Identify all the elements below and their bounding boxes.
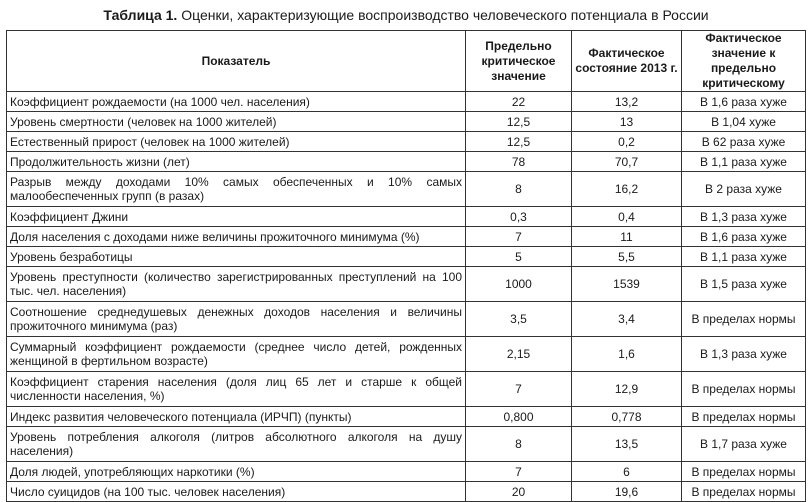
cell-ratio: В 1,04 хуже	[682, 112, 806, 132]
cell-indicator: Число суицидов (на 100 тыс. человек населения)	[7, 482, 466, 502]
cell-ratio: В 1,6 раза хуже	[682, 227, 806, 247]
table-row	[7, 337, 806, 372]
cell-critical: 7	[466, 462, 572, 482]
cell-indicator: Уровень смертности (человек на 1000 жителей)	[7, 112, 466, 132]
cell-ratio: В 1,7 раза хуже	[682, 427, 806, 462]
cell-indicator: Суммарный коэффициент рождаемости (среднее число детей, рожденных женщиной в фертильном возрасте)	[7, 337, 466, 372]
cell-actual: 13,5	[572, 427, 682, 462]
cell-ratio: В пределах нормы	[682, 482, 806, 502]
header-ratio: Фактическое значение к предельно критическому	[682, 31, 806, 92]
cell-indicator: Доля населения с доходами ниже величины прожиточного минимума (%)	[7, 227, 466, 247]
cell-indicator: Доля людей, употребляющих наркотики (%)	[7, 462, 466, 482]
table-row	[7, 302, 806, 337]
cell-actual: 13,2	[572, 92, 682, 112]
cell-actual: 12,9	[572, 372, 682, 407]
cell-critical: 8	[466, 172, 572, 207]
cell-ratio: В 1,3 раза хуже	[682, 207, 806, 227]
cell-critical: 7	[466, 372, 572, 407]
cell-ratio: В пределах нормы	[682, 462, 806, 482]
table-row	[7, 407, 806, 427]
cell-actual: 1,6	[572, 337, 682, 372]
cell-indicator: Коэффициент рождаемости (на 1000 чел. населения)	[7, 92, 466, 112]
table-row	[7, 482, 806, 502]
caption-text: Оценки, характеризующие воспроизводство человеческого потенциала в России	[181, 7, 709, 23]
cell-indicator: Продолжительность жизни (лет)	[7, 152, 466, 172]
table-row	[7, 112, 806, 132]
cell-critical: 12,5	[466, 112, 572, 132]
cell-ratio: В 1,3 раза хуже	[682, 337, 806, 372]
cell-critical: 2,15	[466, 337, 572, 372]
cell-indicator: Уровень безработицы	[7, 247, 466, 267]
cell-indicator: Уровень преступности (количество зарегистрированных преступлений на 100 тыс. чел. населения)	[7, 267, 466, 302]
table-body	[7, 92, 806, 502]
cell-critical: 8	[466, 427, 572, 462]
table-row	[7, 227, 806, 247]
header-actual: Фактическое состояние 2013 г.	[572, 31, 682, 92]
table-row	[7, 247, 806, 267]
cell-critical: 3,5	[466, 302, 572, 337]
cell-ratio: В 2 раза хуже	[682, 172, 806, 207]
table-row	[7, 92, 806, 112]
cell-ratio: В пределах нормы	[682, 372, 806, 407]
cell-indicator: Соотношение среднедушевых денежных доходов населения и величины прожиточного минимума (раз)	[7, 302, 466, 337]
header-critical: Предельно критическое значение	[466, 31, 572, 92]
cell-actual: 0,778	[572, 407, 682, 427]
cell-actual: 6	[572, 462, 682, 482]
cell-critical: 22	[466, 92, 572, 112]
cell-ratio: В 1,1 раза хуже	[682, 152, 806, 172]
cell-critical: 12,5	[466, 132, 572, 152]
header-row	[7, 31, 806, 92]
cell-critical: 0,3	[466, 207, 572, 227]
cell-critical: 1000	[466, 267, 572, 302]
table-row	[7, 267, 806, 302]
indicators-table	[6, 30, 806, 502]
cell-actual: 70,7	[572, 152, 682, 172]
cell-ratio: В 1,6 раза хуже	[682, 92, 806, 112]
cell-ratio: В 1,5 раза хуже	[682, 267, 806, 302]
cell-actual: 5,5	[572, 247, 682, 267]
header-indicator: Показатель	[7, 31, 466, 92]
cell-ratio: В пределах нормы	[682, 407, 806, 427]
cell-critical: 7	[466, 227, 572, 247]
cell-critical: 20	[466, 482, 572, 502]
cell-indicator: Коэффициент старения населения (доля лиц 65 лет и старше к общей численности населения, %)	[7, 372, 466, 407]
cell-critical: 5	[466, 247, 572, 267]
cell-ratio: В 62 раза хуже	[682, 132, 806, 152]
cell-actual: 1539	[572, 267, 682, 302]
caption-label: Таблица 1.	[103, 7, 178, 23]
cell-critical: 78	[466, 152, 572, 172]
cell-actual: 0,4	[572, 207, 682, 227]
table-row	[7, 152, 806, 172]
cell-indicator: Разрыв между доходами 10% самых обеспеченных и 10% самых малообеспеченных групп (в разах)	[7, 172, 466, 207]
table-row	[7, 172, 806, 207]
table-row	[7, 372, 806, 407]
cell-indicator: Уровень потребления алкоголя (литров абсолютного алкоголя на душу населения)	[7, 427, 466, 462]
cell-ratio: В пределах нормы	[682, 302, 806, 337]
cell-actual: 19,6	[572, 482, 682, 502]
cell-actual: 3,4	[572, 302, 682, 337]
cell-indicator: Естественный прирост (человек на 1000 жителей)	[7, 132, 466, 152]
cell-actual: 13	[572, 112, 682, 132]
table-row	[7, 132, 806, 152]
cell-actual: 11	[572, 227, 682, 247]
table-row	[7, 207, 806, 227]
cell-indicator: Индекс развития человеческого потенциала (ИРЧП) (пункты)	[7, 407, 466, 427]
table-caption	[0, 6, 812, 24]
table-row	[7, 427, 806, 462]
cell-indicator: Коэффициент Джини	[7, 207, 466, 227]
cell-critical: 0,800	[466, 407, 572, 427]
cell-ratio: В 1,1 раза хуже	[682, 247, 806, 267]
cell-actual: 16,2	[572, 172, 682, 207]
cell-actual: 0,2	[572, 132, 682, 152]
table-row	[7, 462, 806, 482]
